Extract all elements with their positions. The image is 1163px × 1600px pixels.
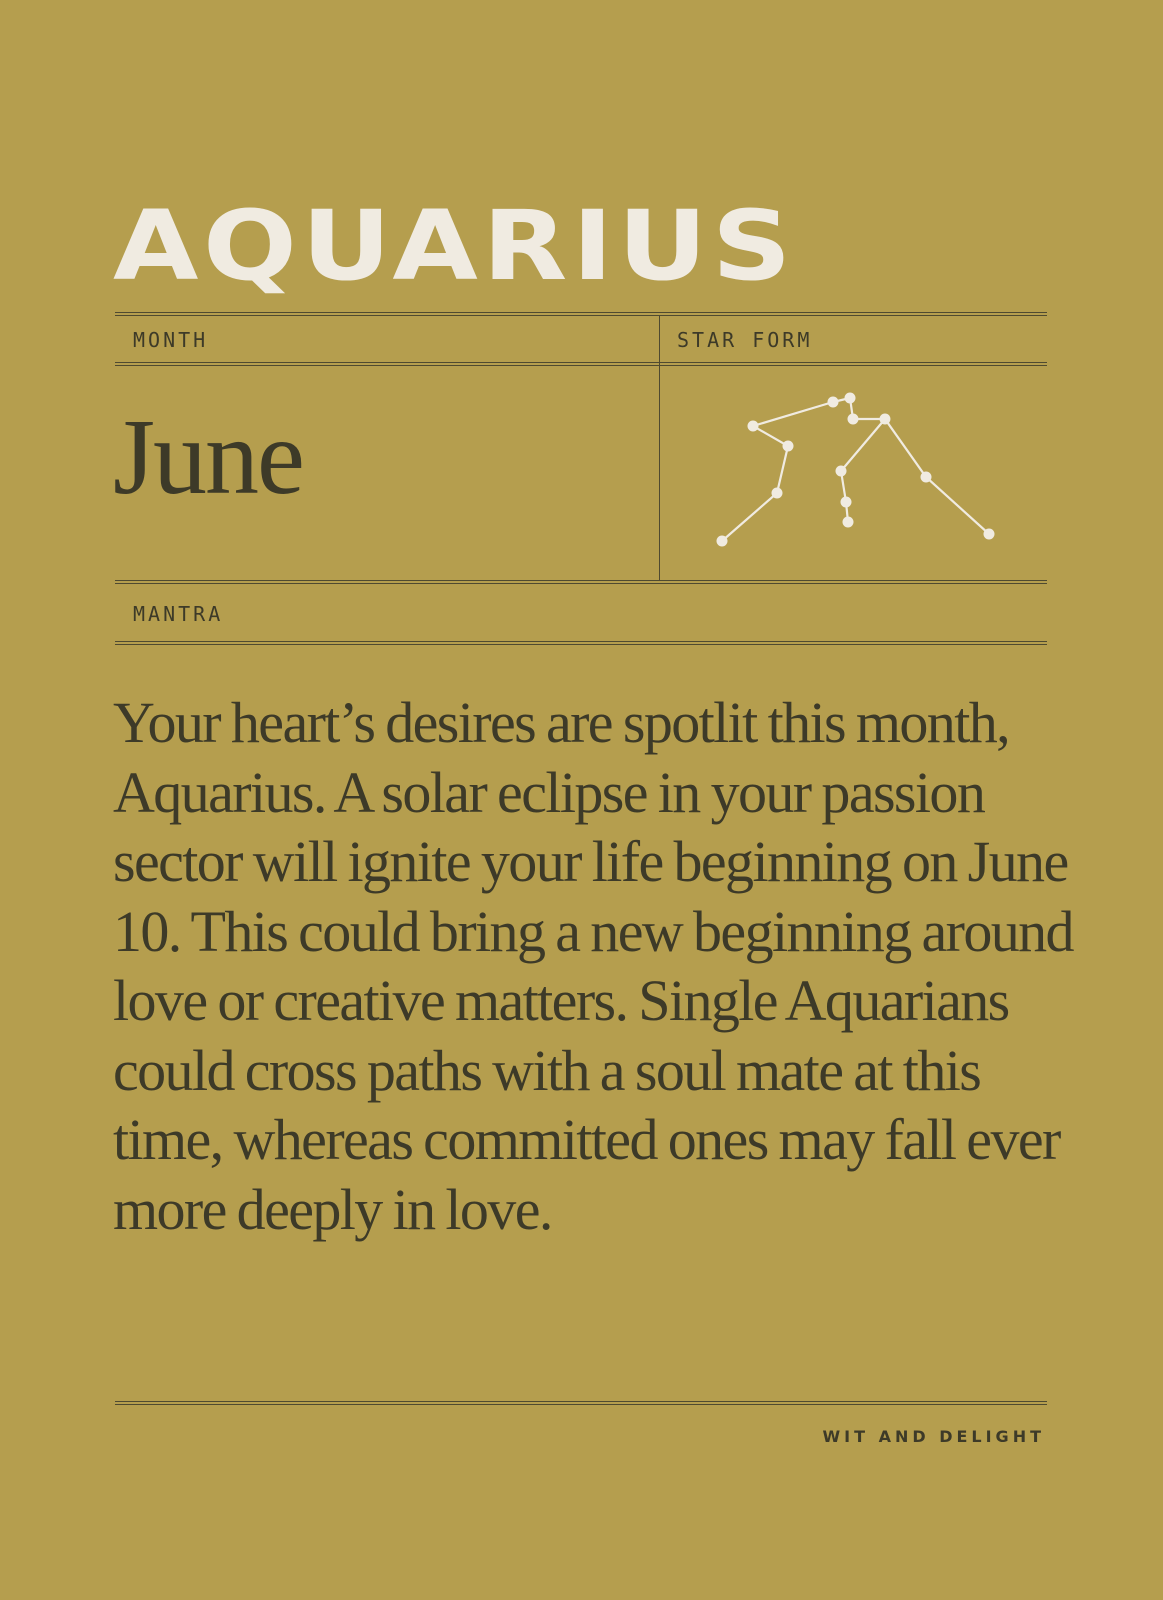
mantra-text: Your heart’s desires are spotlit this month, Aquarius. A solar eclipse in your passion sector will ignite your life beginning on June 10. This could bring a new beginning around love or creative matters. Single Aquarians could cross paths with a soul mate at this time, whereas committed ones may fall ever more deeply in love.: [113, 690, 1073, 1242]
mantra-label: MANTRA: [133, 602, 224, 626]
page-title: AQUARIUS: [113, 190, 797, 302]
mantra-top-rule: [115, 580, 1047, 584]
month-label: MONTH: [133, 328, 209, 352]
mantra-header-rule: [115, 641, 1047, 645]
brand-name: WIT AND DELIGHT: [822, 1427, 1045, 1446]
month-value: June: [113, 398, 303, 517]
star-form-label: STAR FORM: [677, 328, 813, 352]
footer-rule: [115, 1401, 1047, 1405]
